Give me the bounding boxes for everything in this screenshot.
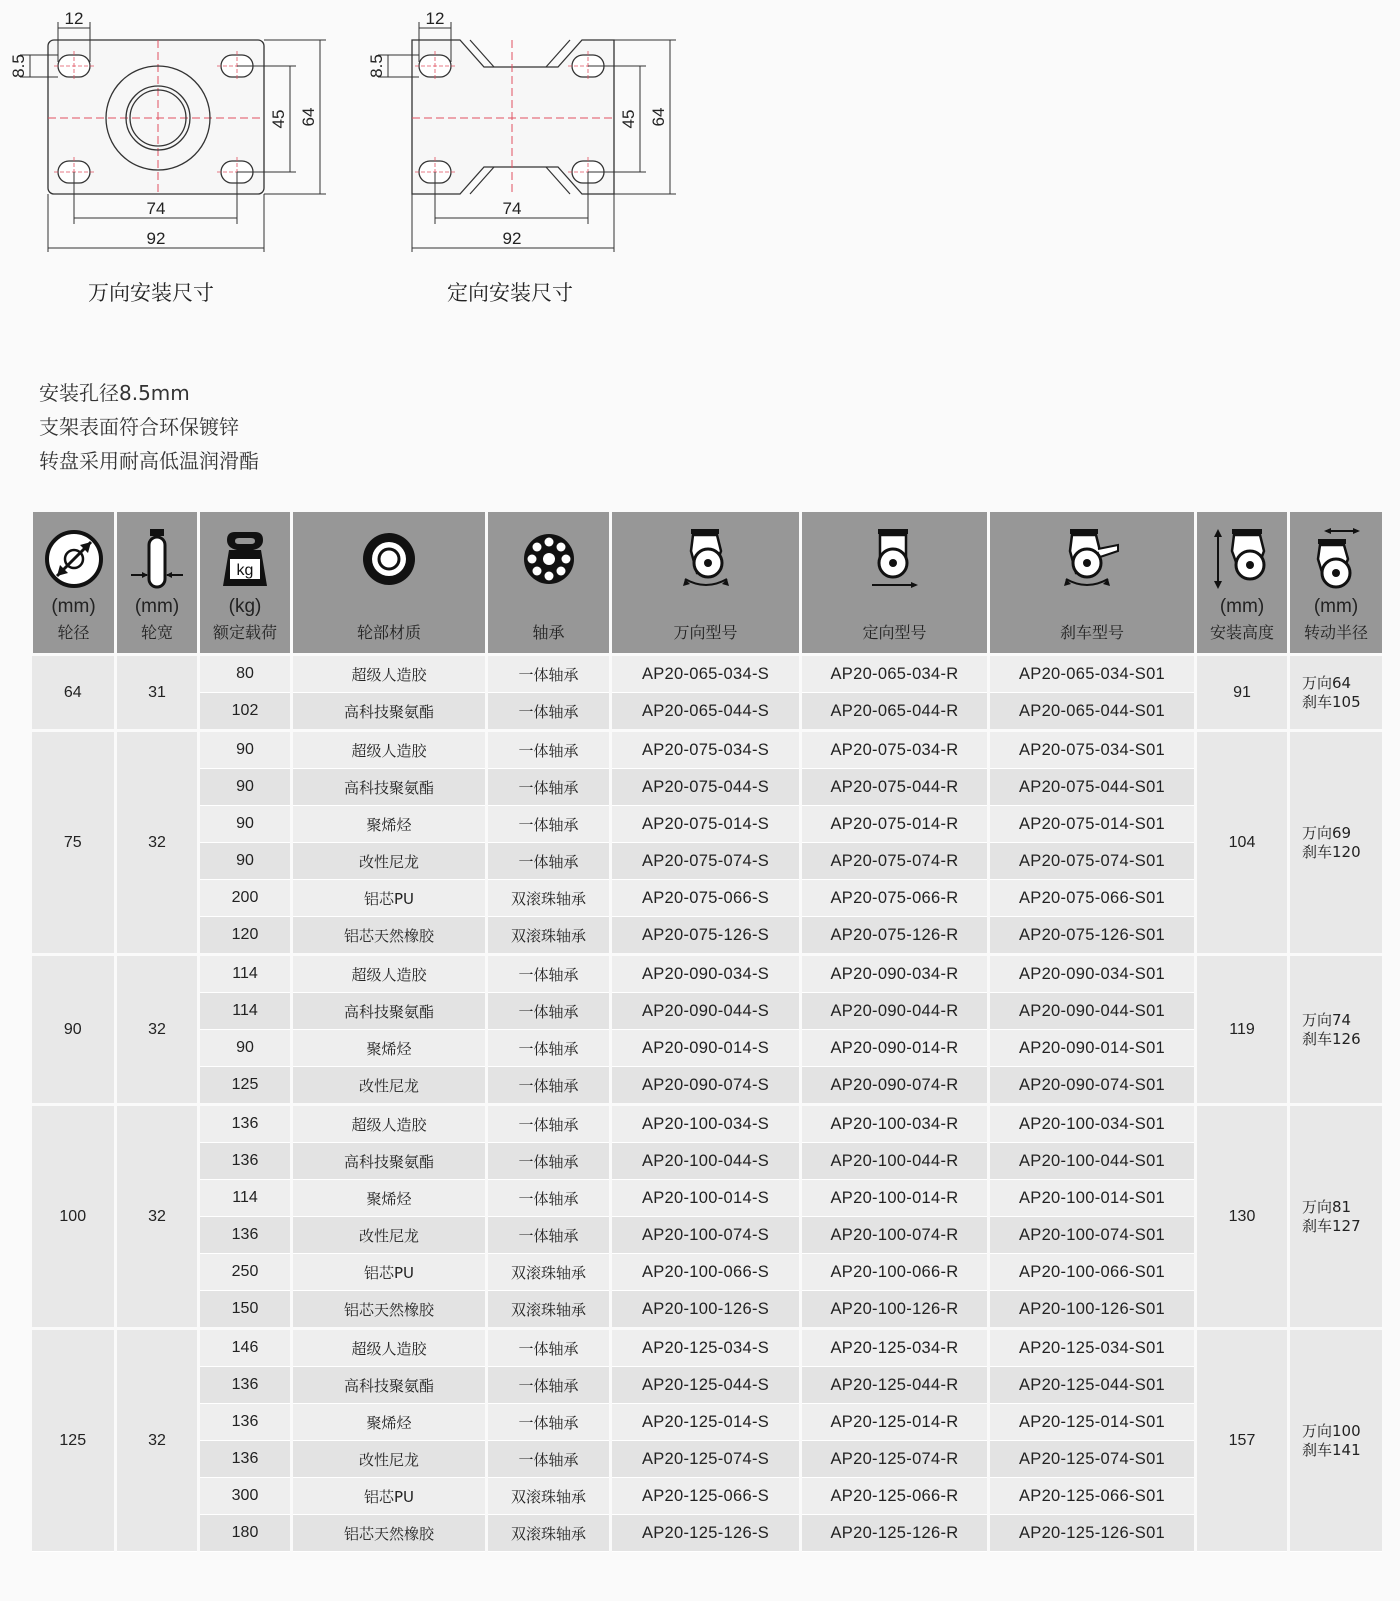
cell-fixed-model: AP20-075-014-R	[801, 806, 989, 843]
swivel-radius-icon	[1306, 527, 1366, 591]
dim-outer-height: 64	[299, 107, 318, 127]
note-line: 转盘采用耐高低温润滑酯	[39, 449, 259, 473]
cell-swivel-model: AP20-075-074-S	[611, 843, 801, 880]
cell-bearing: 一体轴承	[487, 1404, 611, 1441]
cell-swivel-model: AP20-075-044-S	[611, 769, 801, 806]
cell-swivel-radius	[1289, 1329, 1384, 1552]
table-row	[32, 655, 1384, 693]
cell-swivel-model: AP20-125-074-S	[611, 1441, 801, 1478]
header-row	[32, 511, 1384, 655]
cell-bearing: 一体轴承	[487, 843, 611, 880]
wheel-diameter-icon	[43, 528, 105, 590]
cell-swivel-model: AP20-090-074-S	[611, 1067, 801, 1105]
cell-bearing: 一体轴承	[487, 1441, 611, 1478]
header-label: 安装高度	[1209, 623, 1274, 642]
cell-material: 聚烯烃	[292, 806, 487, 843]
swivel-plate-drawing	[9, 9, 326, 252]
cell-load: 136	[199, 1105, 292, 1143]
cell-brake-model: AP20-090-074-S01	[989, 1067, 1196, 1105]
fixed-caster-icon	[868, 527, 922, 591]
cell-material: 铝芯PU	[292, 1254, 487, 1291]
cell-material: 聚烯烃	[292, 1180, 487, 1217]
table-row	[32, 1329, 1384, 1367]
cell-load: 120	[199, 917, 292, 955]
table-row	[32, 1291, 1384, 1329]
cell-brake-model: AP20-075-126-S01	[989, 917, 1196, 955]
cell-brake-model: AP20-090-034-S01	[989, 955, 1196, 993]
header-label: 定向型号	[862, 623, 927, 642]
cell-fixed-model: AP20-065-034-R	[801, 655, 989, 693]
cell-bearing: 一体轴承	[487, 1067, 611, 1105]
header-unit: (mm)	[51, 596, 96, 617]
cell-fixed-model: AP20-100-066-R	[801, 1254, 989, 1291]
cell-mount-height: 119	[1196, 955, 1289, 1105]
cell-material: 高科技聚氨酯	[292, 1367, 487, 1404]
header-swivel-model	[611, 511, 801, 655]
cell-load: 250	[199, 1254, 292, 1291]
cell-load: 150	[199, 1291, 292, 1329]
svg-text:kg: kg	[236, 562, 254, 579]
table-row	[32, 843, 1384, 880]
cell-brake-model: AP20-125-014-S01	[989, 1404, 1196, 1441]
cell-brake-model: AP20-125-066-S01	[989, 1478, 1196, 1515]
cell-brake-model: AP20-075-066-S01	[989, 880, 1196, 917]
cell-fixed-model: AP20-125-034-R	[801, 1329, 989, 1367]
cell-bearing: 双滚珠轴承	[487, 917, 611, 955]
header-unit: (mm)	[1219, 596, 1265, 617]
cell-swivel-radius	[1289, 1105, 1384, 1329]
cell-bearing: 一体轴承	[487, 1180, 611, 1217]
cell-material: 改性尼龙	[292, 843, 487, 880]
table-row	[32, 1404, 1384, 1441]
bearing-icon	[523, 533, 575, 585]
header-unit: (kg)	[228, 596, 262, 617]
cell-brake-model: AP20-100-074-S01	[989, 1217, 1196, 1254]
cell-diameter: 125	[32, 1329, 116, 1552]
cell-swivel-model: AP20-090-014-S	[611, 1030, 801, 1067]
cell-bearing: 一体轴承	[487, 693, 611, 731]
radius-brake: 刹车105	[1302, 692, 1361, 711]
cell-mount-height: 91	[1196, 655, 1289, 731]
cell-material: 超级人造胶	[292, 731, 487, 769]
cell-swivel-model: AP20-075-126-S	[611, 917, 801, 955]
cell-material: 超级人造胶	[292, 1329, 487, 1367]
cell-swivel-radius	[1289, 731, 1384, 955]
cell-swivel-radius	[1289, 655, 1384, 731]
spec-table	[30, 509, 1385, 1552]
cell-swivel-model: AP20-100-034-S	[611, 1105, 801, 1143]
radius-swivel: 万向81	[1302, 1197, 1352, 1216]
cell-material: 铝芯天然橡胶	[292, 1291, 487, 1329]
cell-fixed-model: AP20-100-014-R	[801, 1180, 989, 1217]
table-row	[32, 1367, 1384, 1404]
cell-fixed-model: AP20-075-034-R	[801, 731, 989, 769]
cell-bearing: 一体轴承	[487, 1030, 611, 1067]
radius-swivel: 万向74	[1302, 1010, 1352, 1029]
table-row	[32, 1143, 1384, 1180]
table-row	[32, 1515, 1384, 1552]
cell-material: 高科技聚氨酯	[292, 769, 487, 806]
cell-mount-height: 104	[1196, 731, 1289, 955]
header-diameter	[32, 511, 116, 655]
cell-swivel-model: AP20-125-126-S	[611, 1515, 801, 1552]
table-row	[32, 1441, 1384, 1478]
cell-diameter: 64	[32, 655, 116, 731]
header-mount-height	[1196, 511, 1289, 655]
cell-swivel-model: AP20-075-066-S	[611, 880, 801, 917]
table-row	[32, 1067, 1384, 1105]
dim-inner-height: 45	[619, 109, 638, 129]
cell-brake-model: AP20-075-014-S01	[989, 806, 1196, 843]
cell-material: 聚烯烃	[292, 1404, 487, 1441]
dim-hole: 8.5	[367, 54, 386, 78]
cell-material: 超级人造胶	[292, 655, 487, 693]
header-fixed-model	[801, 511, 989, 655]
cell-material: 聚烯烃	[292, 1030, 487, 1067]
cell-fixed-model: AP20-125-044-R	[801, 1367, 989, 1404]
cell-material: 超级人造胶	[292, 1105, 487, 1143]
fixed-plate-drawing	[367, 9, 676, 252]
cell-material: 铝芯PU	[292, 880, 487, 917]
cell-mount-height: 157	[1196, 1329, 1289, 1552]
cell-load: 90	[199, 769, 292, 806]
cell-bearing: 一体轴承	[487, 1143, 611, 1180]
table-row	[32, 993, 1384, 1030]
cell-bearing: 一体轴承	[487, 769, 611, 806]
radius-swivel: 万向100	[1302, 1421, 1361, 1440]
cell-load: 80	[199, 655, 292, 693]
table-row	[32, 1180, 1384, 1217]
cell-diameter: 100	[32, 1105, 116, 1329]
cell-fixed-model: AP20-125-126-R	[801, 1515, 989, 1552]
mounting-drawings	[0, 0, 700, 320]
cell-fixed-model: AP20-125-074-R	[801, 1441, 989, 1478]
cell-load: 114	[199, 1180, 292, 1217]
cell-swivel-model: AP20-090-034-S	[611, 955, 801, 993]
header-brake-model	[989, 511, 1196, 655]
cell-fixed-model: AP20-125-014-R	[801, 1404, 989, 1441]
cell-swivel-model: AP20-100-014-S	[611, 1180, 801, 1217]
dim-slot-width: 12	[64, 9, 84, 28]
cell-bearing: 双滚珠轴承	[487, 1291, 611, 1329]
cell-material: 改性尼龙	[292, 1441, 487, 1478]
radius-swivel: 万向69	[1302, 823, 1352, 842]
cell-brake-model: AP20-065-044-S01	[989, 693, 1196, 731]
radius-swivel: 万向64	[1302, 673, 1352, 692]
table-row	[32, 806, 1384, 843]
cell-width: 32	[116, 1329, 199, 1552]
radius-brake: 刹车126	[1302, 1029, 1361, 1048]
cell-material: 铝芯PU	[292, 1478, 487, 1515]
cell-fixed-model: AP20-100-074-R	[801, 1217, 989, 1254]
cell-fixed-model: AP20-090-044-R	[801, 993, 989, 1030]
dim-inner-width: 74	[502, 199, 522, 218]
wheel-width-icon	[129, 527, 185, 591]
table-row	[32, 731, 1384, 769]
cell-swivel-model: AP20-090-044-S	[611, 993, 801, 1030]
cell-bearing: 一体轴承	[487, 1367, 611, 1404]
cell-brake-model: AP20-125-074-S01	[989, 1441, 1196, 1478]
swivel-drawing-caption: 万向安装尺寸	[88, 281, 214, 305]
cell-swivel-radius	[1289, 955, 1384, 1105]
brake-caster-icon	[1062, 527, 1122, 591]
cell-load: 180	[199, 1515, 292, 1552]
header-load	[199, 511, 292, 655]
swivel-caster-icon	[679, 527, 733, 591]
cell-load: 300	[199, 1478, 292, 1515]
dim-hole: 8.5	[9, 54, 28, 78]
dim-inner-width: 74	[146, 199, 166, 218]
cell-swivel-model: AP20-100-126-S	[611, 1291, 801, 1329]
cell-brake-model: AP20-100-014-S01	[989, 1180, 1196, 1217]
dim-outer-width: 92	[502, 229, 522, 248]
wheel-material-icon	[361, 531, 417, 587]
cell-width: 32	[116, 1105, 199, 1329]
header-label: 轮宽	[140, 623, 173, 642]
cell-load: 136	[199, 1143, 292, 1180]
cell-bearing: 一体轴承	[487, 1105, 611, 1143]
cell-load: 90	[199, 1030, 292, 1067]
cell-load: 200	[199, 880, 292, 917]
spec-notes	[39, 376, 259, 478]
cell-bearing: 双滚珠轴承	[487, 1515, 611, 1552]
cell-brake-model: AP20-065-034-S01	[989, 655, 1196, 693]
cell-load: 136	[199, 1404, 292, 1441]
cell-load: 125	[199, 1067, 292, 1105]
fixed-drawing-caption: 定向安装尺寸	[447, 281, 573, 305]
cell-bearing: 一体轴承	[487, 1329, 611, 1367]
cell-brake-model: AP20-090-044-S01	[989, 993, 1196, 1030]
cell-brake-model: AP20-125-034-S01	[989, 1329, 1196, 1367]
cell-brake-model: AP20-100-034-S01	[989, 1105, 1196, 1143]
radius-brake: 刹车120	[1302, 842, 1361, 861]
header-material	[292, 511, 487, 655]
cell-brake-model: AP20-075-044-S01	[989, 769, 1196, 806]
cell-load: 102	[199, 693, 292, 731]
cell-material: 改性尼龙	[292, 1067, 487, 1105]
cell-brake-model: AP20-125-044-S01	[989, 1367, 1196, 1404]
cell-bearing: 一体轴承	[487, 655, 611, 693]
cell-load: 136	[199, 1367, 292, 1404]
header-label: 轴承	[532, 623, 565, 642]
cell-material: 高科技聚氨酯	[292, 693, 487, 731]
cell-material: 改性尼龙	[292, 1217, 487, 1254]
header-unit: (mm)	[134, 596, 180, 617]
cell-bearing: 一体轴承	[487, 731, 611, 769]
cell-diameter: 90	[32, 955, 116, 1105]
cell-swivel-model: AP20-125-066-S	[611, 1478, 801, 1515]
dim-outer-width: 92	[146, 229, 166, 248]
cell-fixed-model: AP20-090-014-R	[801, 1030, 989, 1067]
cell-brake-model: AP20-100-044-S01	[989, 1143, 1196, 1180]
radius-brake: 刹车141	[1302, 1440, 1361, 1459]
header-label: 转动半径	[1303, 623, 1368, 642]
weight-kg-icon	[221, 528, 269, 590]
table-row	[32, 880, 1384, 917]
cell-bearing: 双滚珠轴承	[487, 1254, 611, 1291]
table-row	[32, 693, 1384, 731]
cell-bearing: 一体轴承	[487, 1217, 611, 1254]
cell-swivel-model: AP20-100-066-S	[611, 1254, 801, 1291]
cell-load: 90	[199, 843, 292, 880]
cell-fixed-model: AP20-100-126-R	[801, 1291, 989, 1329]
cell-bearing: 双滚珠轴承	[487, 1478, 611, 1515]
cell-width: 32	[116, 955, 199, 1105]
table-row	[32, 1254, 1384, 1291]
radius-brake: 刹车127	[1302, 1216, 1361, 1235]
note-line: 安装孔径8.5mm	[39, 381, 190, 405]
header-swivel-radius	[1289, 511, 1384, 655]
cell-material: 高科技聚氨酯	[292, 1143, 487, 1180]
cell-load: 90	[199, 806, 292, 843]
header-label: 轮径	[57, 623, 90, 642]
header-width	[116, 511, 199, 655]
note-line: 支架表面符合环保镀锌	[39, 415, 239, 439]
cell-load: 136	[199, 1217, 292, 1254]
cell-load: 114	[199, 955, 292, 993]
mount-height-icon	[1210, 527, 1274, 591]
cell-swivel-model: AP20-075-014-S	[611, 806, 801, 843]
cell-fixed-model: AP20-065-044-R	[801, 693, 989, 731]
cell-material: 超级人造胶	[292, 955, 487, 993]
cell-swivel-model: AP20-125-034-S	[611, 1329, 801, 1367]
table-row	[32, 1030, 1384, 1067]
table-row	[32, 917, 1384, 955]
cell-brake-model: AP20-125-126-S01	[989, 1515, 1196, 1552]
header-label: 额定载荷	[212, 623, 277, 642]
cell-brake-model: AP20-100-126-S01	[989, 1291, 1196, 1329]
cell-material: 高科技聚氨酯	[292, 993, 487, 1030]
cell-width: 31	[116, 655, 199, 731]
cell-diameter: 75	[32, 731, 116, 955]
cell-bearing: 双滚珠轴承	[487, 880, 611, 917]
table-row	[32, 955, 1384, 993]
header-unit: (mm)	[1313, 596, 1359, 617]
cell-swivel-model: AP20-065-044-S	[611, 693, 801, 731]
cell-swivel-model: AP20-125-044-S	[611, 1367, 801, 1404]
cell-material: 铝芯天然橡胶	[292, 1515, 487, 1552]
cell-swivel-model: AP20-075-034-S	[611, 731, 801, 769]
cell-fixed-model: AP20-100-034-R	[801, 1105, 989, 1143]
cell-fixed-model: AP20-125-066-R	[801, 1478, 989, 1515]
dim-inner-height: 45	[269, 109, 288, 129]
header-bearing	[487, 511, 611, 655]
cell-material: 铝芯天然橡胶	[292, 917, 487, 955]
cell-bearing: 一体轴承	[487, 955, 611, 993]
dim-outer-height: 64	[649, 107, 668, 127]
cell-bearing: 一体轴承	[487, 993, 611, 1030]
cell-fixed-model: AP20-090-074-R	[801, 1067, 989, 1105]
cell-load: 136	[199, 1441, 292, 1478]
header-label: 万向型号	[673, 623, 738, 642]
cell-fixed-model: AP20-100-044-R	[801, 1143, 989, 1180]
spec-table-body	[32, 655, 1384, 1552]
cell-fixed-model: AP20-075-074-R	[801, 843, 989, 880]
cell-load: 146	[199, 1329, 292, 1367]
table-row	[32, 1105, 1384, 1143]
cell-brake-model: AP20-090-014-S01	[989, 1030, 1196, 1067]
cell-swivel-model: AP20-125-014-S	[611, 1404, 801, 1441]
header-label: 刹车型号	[1059, 623, 1124, 642]
table-row	[32, 769, 1384, 806]
cell-swivel-model: AP20-065-034-S	[611, 655, 801, 693]
cell-fixed-model: AP20-075-066-R	[801, 880, 989, 917]
header-label: 轮部材质	[356, 623, 421, 642]
dim-slot-width: 12	[425, 9, 445, 28]
cell-brake-model: AP20-100-066-S01	[989, 1254, 1196, 1291]
cell-fixed-model: AP20-075-044-R	[801, 769, 989, 806]
cell-load: 114	[199, 993, 292, 1030]
cell-brake-model: AP20-075-074-S01	[989, 843, 1196, 880]
cell-fixed-model: AP20-075-126-R	[801, 917, 989, 955]
cell-brake-model: AP20-075-034-S01	[989, 731, 1196, 769]
cell-bearing: 一体轴承	[487, 806, 611, 843]
cell-swivel-model: AP20-100-044-S	[611, 1143, 801, 1180]
cell-mount-height: 130	[1196, 1105, 1289, 1329]
table-row	[32, 1478, 1384, 1515]
cell-swivel-model: AP20-100-074-S	[611, 1217, 801, 1254]
cell-fixed-model: AP20-090-034-R	[801, 955, 989, 993]
cell-load: 90	[199, 731, 292, 769]
table-row	[32, 1217, 1384, 1254]
cell-width: 32	[116, 731, 199, 955]
